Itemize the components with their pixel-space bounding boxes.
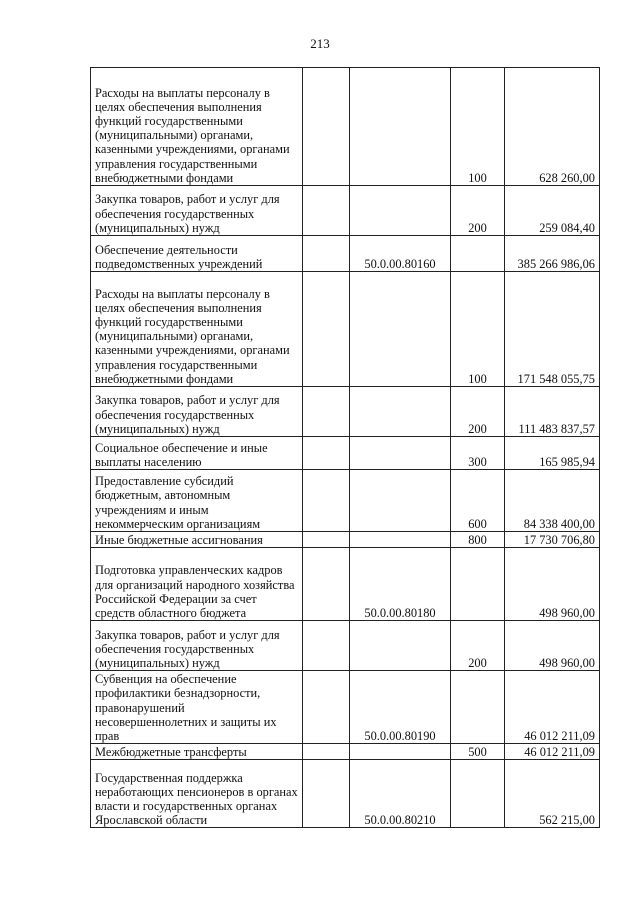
row-code [350,744,451,760]
row-type: 300 [451,437,505,470]
row-name: Субвенция на обеспечение профилактики безнадзорности, правонарушений несовершеннолетних и защиты их прав [91,671,303,744]
row-name: Расходы на выплаты персоналу в целях обеспечения выполнения функций государственными (муниципальными) органами, казенными учреждениями, органами управления государственными внебюджетными фондами [91,272,303,387]
row-amount: 498 960,00 [505,548,600,621]
row-type: 100 [451,68,505,186]
empty-cell [303,272,350,387]
row-type: 100 [451,272,505,387]
table-row [91,621,600,671]
empty-cell [303,532,350,548]
row-code [350,68,451,186]
row-type: 600 [451,470,505,532]
row-name: Социальное обеспечение и иные выплаты населению [91,437,303,470]
row-type [451,671,505,744]
empty-cell [303,437,350,470]
row-amount: 111 483 837,57 [505,387,600,437]
page-number: 213 [310,36,330,51]
table-row [91,548,600,621]
row-amount: 46 012 211,09 [505,744,600,760]
table-row [91,760,600,828]
table-row [91,470,600,532]
row-amount: 165 985,94 [505,437,600,470]
row-name: Закупка товаров, работ и услуг для обеспечения государственных (муниципальных) нужд [91,621,303,671]
empty-cell [303,387,350,437]
row-name: Государственная поддержка неработающих пенсионеров в органах власти и государственных органах Ярославской области [91,760,303,828]
row-name: Закупка товаров, работ и услуг для обеспечения государственных (муниципальных) нужд [91,387,303,437]
row-amount: 628 260,00 [505,68,600,186]
row-code: 50.0.00.80160 [350,236,451,272]
table-row [91,532,600,548]
row-name: Подготовка управленческих кадров для организаций народного хозяйства Российской Федерации за счет средств областного бюджета [91,548,303,621]
empty-cell [303,186,350,236]
row-type [451,548,505,621]
row-code: 50.0.00.80180 [350,548,451,621]
row-code [350,621,451,671]
row-name: Расходы на выплаты персоналу в целях обеспечения выполнения функций государственными (муниципальными) органами, казенными учреждениями, органами управления государственными внебюджетными фондами [91,68,303,186]
empty-cell [303,548,350,621]
row-amount: 385 266 986,06 [505,236,600,272]
row-code: 50.0.00.80210 [350,760,451,828]
row-name: Обеспечение деятельности подведомственных учреждений [91,236,303,272]
row-amount: 171 548 055,75 [505,272,600,387]
row-amount: 498 960,00 [505,621,600,671]
row-amount: 259 084,40 [505,186,600,236]
row-type [451,760,505,828]
row-type [451,236,505,272]
table-row [91,387,600,437]
row-name: Предоставление субсидий бюджетным, автономным учреждениям и иным некоммерческим организациям [91,470,303,532]
row-amount: 84 338 400,00 [505,470,600,532]
row-code [350,470,451,532]
table-row [91,236,600,272]
empty-cell [303,470,350,532]
row-code [350,186,451,236]
empty-cell [303,744,350,760]
empty-cell [303,68,350,186]
row-name: Межбюджетные трансферты [91,744,303,760]
table-row [91,437,600,470]
empty-cell [303,760,350,828]
row-code [350,532,451,548]
row-code [350,387,451,437]
empty-cell [303,236,350,272]
row-code [350,437,451,470]
row-type: 200 [451,621,505,671]
row-name: Закупка товаров, работ и услуг для обеспечения государственных (муниципальных) нужд [91,186,303,236]
row-amount: 17 730 706,80 [505,532,600,548]
row-amount: 46 012 211,09 [505,671,600,744]
table-row [91,186,600,236]
row-name: Иные бюджетные ассигнования [91,532,303,548]
empty-cell [303,621,350,671]
row-type: 200 [451,387,505,437]
table-row [91,272,600,387]
row-code: 50.0.00.80190 [350,671,451,744]
row-type: 200 [451,186,505,236]
table-row [91,671,600,744]
row-type: 500 [451,744,505,760]
row-type: 800 [451,532,505,548]
row-amount: 562 215,00 [505,760,600,828]
table-row [91,744,600,760]
budget-table [90,67,600,828]
table-row [91,68,600,186]
row-code [350,272,451,387]
empty-cell [303,671,350,744]
